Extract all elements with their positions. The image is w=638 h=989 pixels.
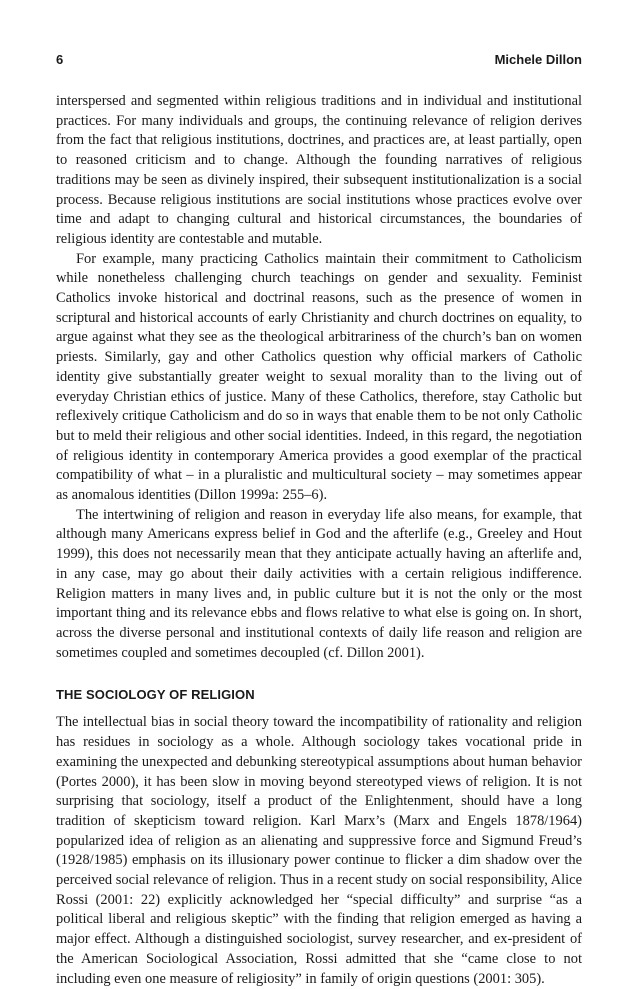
page-number: 6 [56,52,64,67]
section-heading: THE SOCIOLOGY OF RELIGION [56,687,255,703]
paragraph-continuation: interspersed and segmented within religious traditions and in individual and institutional practices. For many individuals and groups, the continuing relevance of religion derives from the fact that religious institutions, doctrines, and practices are, at least partially, open to reasoned criticism and to change. Although the founding narratives of religious traditions may be seen as divinely inspired, their subsequent institutionalization is a social process. Because religious institutions are social institutions whose practices evolve over time and adapt to changing cultural and historical circumstances, the boundaries of religious identity are contestable and mutable. [56,93,582,247]
paragraph-catholics-example: For example, many practicing Catholics maintain their commitment to Catholicism while nonetheless challenging church teachings on gender and sexuality. Feminist Catholics invoke historical and doctrinal reasons, such as the presence of women in scriptural and historical accounts of early Christianity and church doctrines on equality, to argue against what they see as the theological arbitrariness of the church’s ban on women priests. Similarly, gay and other Catholics question why official markers of Catholic identity give substantially greater weight to sexual morality than to the living out of everyday Christian ethics of justice. Many of these Catholics, therefore, stay Catholic but reflexively critique Catholicism and do so in ways that enable them to be not only Catholic but to meld their religious and other social identities. Indeed, in this regard, the negotiation of religious identity in contemporary America provides a good exemplar of the practical compatibility of what – in a pluralistic and multicultural society – may sometimes appear as anomalous identities (Dillon 1999a: 255–6). [56,250,582,504]
paragraph-religion-reason: The intertwining of religion and reason in everyday life also means, for example, that although many Americans express belief in God and the afterlife (e.g., Greeley and Hout 1999), this does not necessarily mean that they anticipate actually having an afterlife and, in any case, may go about their daily activities with a certain religious indifference. Religion matters in many lives and, in public culture but it is not the only or the most important thing and its relevance ebbs and flows relative to what else is going on. In short, across the diverse personal and institutional contexts of daily life reason and religion are sometimes coupled and sometimes decoupled (cf. Dillon 2001). [56,506,582,661]
running-head-author: Michele Dillon [494,52,582,67]
paragraph-sociology-bias: The intellectual bias in social theory toward the incompatibility of rationality and religion has residues in sociology as a whole. Although sociology takes vocational pride in examining the unexpected and debunking stereotypical assumptions about human behavior (Portes 2000), it has been slow in moving beyond stereotyped views of religion. It is not surprising that sociology, itself a product of the Enlightenment, should have a long tradition of skepticism toward religion. Karl Marx’s (Marx and Engels 1878/1964) popularized idea of religion as an alienating and suppressive force and Sigmund Freud’s (1928/1985) emphasis on its illusionary power continue to flicker a dim shadow over the perceived social relevance of religion. Thus in a recent study on social responsibility, Alice Rossi (2001: 22) explicitly acknowledged her “special difficulty” and surprise “as a political liberal and religious skeptic” with the finding that religion emerged as having a major effect. Although a distinguished sociologist, survey researcher, and ex-president of the American Sociological Association, Rossi admitted that she “came close to not including even one measure of religiosity” in family of origin questions (2001: 305). [56,714,582,987]
page-body [56,92,582,989]
running-header [56,52,582,67]
